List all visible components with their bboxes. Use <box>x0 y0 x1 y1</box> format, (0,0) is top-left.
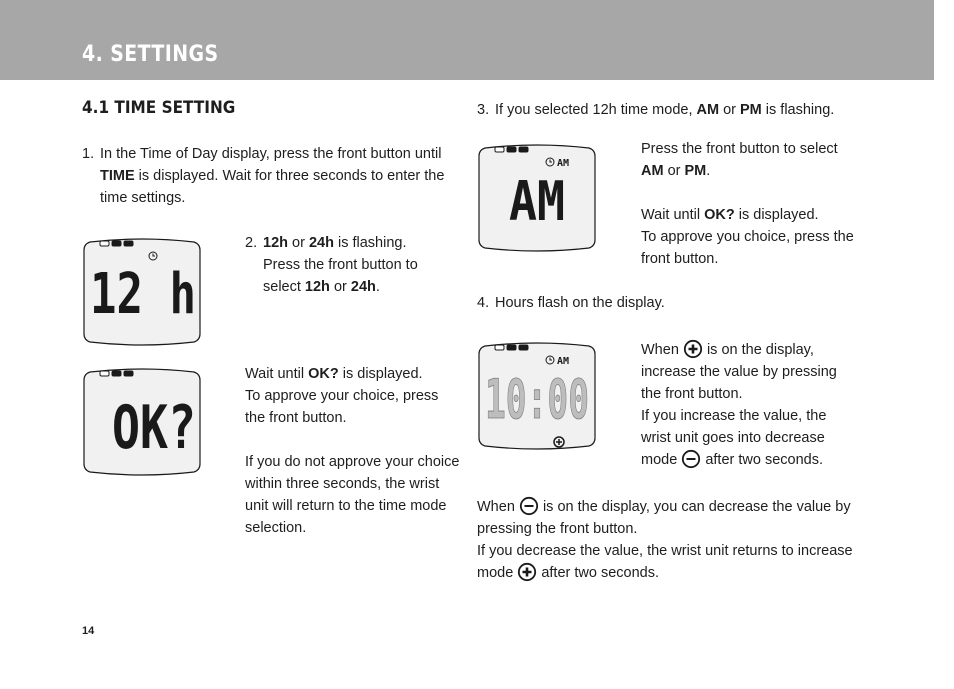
step-3-text: If you selected 12h time mode, <box>495 102 697 118</box>
page-number: 14 <box>82 625 95 637</box>
step-1-paragraph <box>82 143 452 209</box>
step-1-number: 1. <box>82 146 95 162</box>
kw-am: AM <box>696 102 720 118</box>
t-mode-2: mode <box>477 565 518 581</box>
kw-12h-2: 12h <box>304 279 330 295</box>
step-1-line-3: time settings. <box>100 190 186 206</box>
minus-line-1: is on the display, you can decrease the value by <box>538 499 851 515</box>
section-title: 4.1 TIME SETTING <box>82 98 236 118</box>
select-line-5: front button. <box>641 251 719 267</box>
watch-4-digits: 10:00 <box>485 368 589 431</box>
kw-ok-2: OK? <box>704 207 735 223</box>
time-keyword: TIME <box>100 168 135 184</box>
t-when-2: When <box>477 499 519 515</box>
kw-am-2: AM <box>641 163 664 179</box>
ok-line-4: If you do not approve your choice <box>245 454 460 470</box>
minus-paragraph <box>477 496 897 584</box>
minus-line-2: pressing the front button. <box>477 521 638 537</box>
t-or-4: or <box>663 163 685 179</box>
plus-line-4: If you increase the value, the <box>641 408 827 424</box>
t-or-3: or <box>719 102 741 118</box>
t-flashing: is flashing. <box>333 235 407 251</box>
t-wait: Wait until <box>245 366 309 382</box>
t-select: select <box>263 279 305 295</box>
battery-segments <box>495 147 528 152</box>
am-indicator: AM <box>557 158 570 169</box>
battery-segments <box>495 345 528 350</box>
battery-segments <box>100 241 133 246</box>
header-band <box>0 0 934 80</box>
ok-line-2: To approve your choice, press <box>245 388 439 404</box>
watch-1-digits: 12 h <box>90 262 196 327</box>
step-4-paragraph <box>477 292 897 314</box>
select-line-4: To approve you choice, press the <box>641 229 854 245</box>
kw-24h: 24h <box>308 235 334 251</box>
watch-3-digits: AM <box>509 170 565 233</box>
step-2-paragraph <box>245 232 455 298</box>
am-pm-paragraph <box>641 138 881 270</box>
t-flashing-2: is flashing. <box>761 102 835 118</box>
step-2-line-2: Press the front button to <box>263 257 418 273</box>
kw-ok: OK? <box>308 366 339 382</box>
ok-line-6: unit will return to the time mode <box>245 498 447 514</box>
kw-pm-2: PM <box>684 163 707 179</box>
ok-paragraph <box>245 363 460 539</box>
minus-line-3: If you decrease the value, the wrist unit returns to increase <box>477 543 853 559</box>
t-or: or <box>288 235 309 251</box>
step-3-paragraph <box>477 99 897 121</box>
t-period-2: . <box>706 163 711 179</box>
step-2-line-3 <box>245 276 455 298</box>
t-when: When <box>641 342 683 358</box>
plus-line-3: the front button. <box>641 386 743 402</box>
t-displayed: is displayed. <box>338 366 423 382</box>
minus-circle-icon <box>519 496 539 516</box>
t-mode: mode <box>641 452 682 468</box>
plus-line-1: is on the display, <box>702 342 814 358</box>
step-3-number: 3. <box>477 102 490 118</box>
step-1-line-2-rest: is displayed. Wait for three seconds to enter the <box>134 168 445 184</box>
watch-display-ok <box>82 366 202 478</box>
plus-paragraph <box>641 339 881 471</box>
kw-pm: PM <box>740 102 762 118</box>
plus-line-2: increase the value by pressing <box>641 364 837 380</box>
ok-line-5: within three seconds, the wrist <box>245 476 440 492</box>
watch-display-am <box>477 142 597 254</box>
t-wait-2: Wait until <box>641 207 705 223</box>
chapter-title: 4. SETTINGS <box>82 42 219 67</box>
ok-line-3: the front button. <box>245 410 347 426</box>
step-1-line-2 <box>82 165 452 187</box>
plus-line-5: wrist unit goes into decrease <box>641 430 825 446</box>
watch-display-12h <box>82 236 202 348</box>
plus-circle-icon <box>517 562 537 582</box>
plus-line-6: after two seconds. <box>701 452 824 468</box>
am-indicator-2: AM <box>557 356 570 367</box>
ok-line-7: selection. <box>245 520 307 536</box>
step-1-line-1: In the Time of Day display, press the front button until <box>100 146 442 162</box>
t-or-2: or <box>329 279 351 295</box>
battery-segments <box>100 371 133 376</box>
minus-line-4: after two seconds. <box>537 565 660 581</box>
plus-circle-icon <box>683 339 703 359</box>
minus-circle-icon <box>681 449 701 469</box>
kw-12h: 12h <box>263 235 288 251</box>
step-4-number: 4. <box>477 295 490 311</box>
t-displayed-2: is displayed. <box>734 207 819 223</box>
watch-2-digits: OK? <box>112 393 196 463</box>
step-4-text: Hours flash on the display. <box>495 295 665 311</box>
step-2-number: 2. <box>245 235 258 251</box>
select-line-1: Press the front button to select <box>641 141 838 157</box>
watch-display-hours <box>477 340 597 452</box>
kw-24h-2: 24h <box>350 279 376 295</box>
t-period: . <box>375 279 380 295</box>
